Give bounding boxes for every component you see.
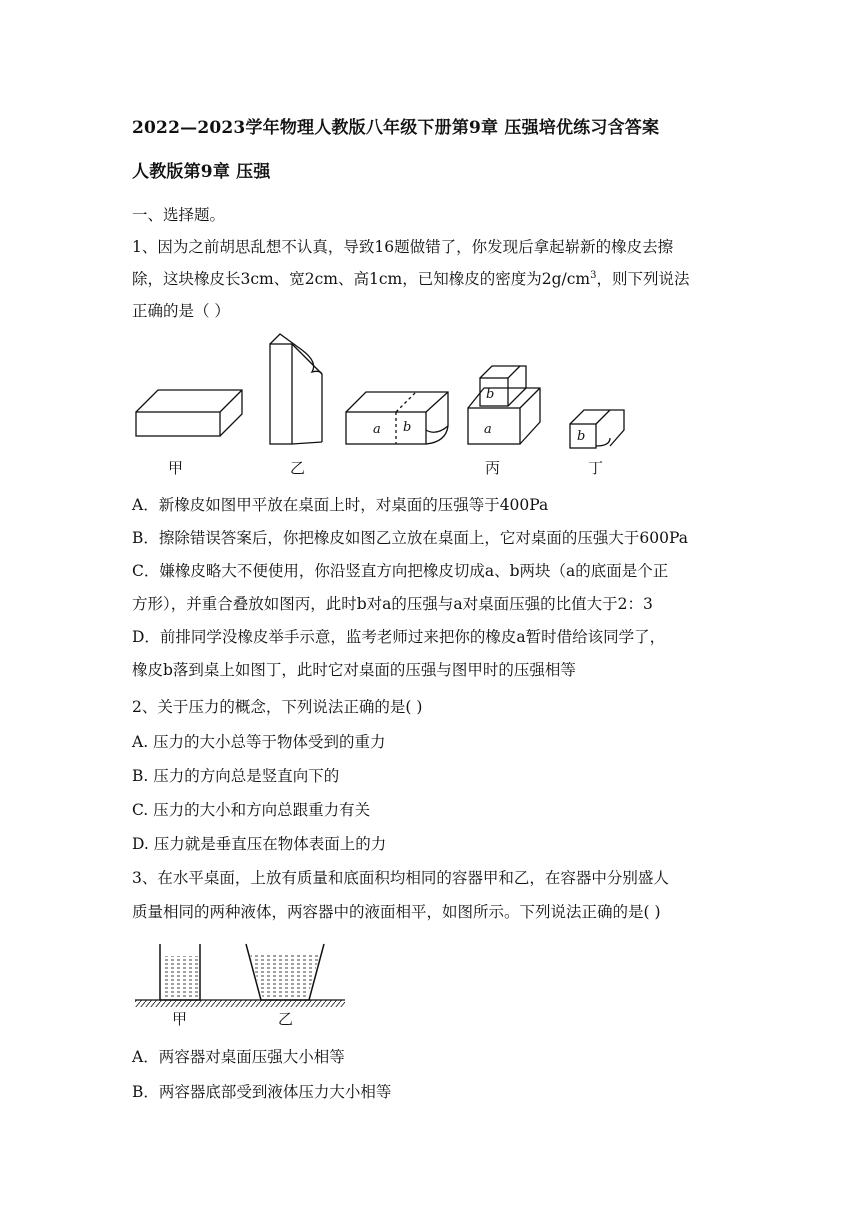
q2-option-a: A. 压力的大小总等于物体受到的重力 bbox=[132, 733, 386, 751]
q3-stem-line2: 质量相同的两种液体，两容器中的液面相平，如图所示。下列说法正确的是( ) bbox=[132, 903, 661, 921]
q1-option-c-line2: 方形），并重合叠放如图丙，此时b对a的压强与a对桌面压强的比值大于2：3 bbox=[132, 595, 653, 613]
label-b-ding: b bbox=[577, 429, 586, 444]
label-b-stack: b bbox=[486, 387, 495, 402]
q1-option-c-line1: C．嫌橡皮略大不便使用，你沿竖直方向把橡皮切成a、b两块（a的底面是个正 bbox=[132, 562, 669, 580]
q3-option-b: B．两容器底部受到液体压力大小相等 bbox=[132, 1083, 392, 1101]
container-jia bbox=[160, 944, 200, 1000]
table-surface-hatch bbox=[135, 1000, 345, 1007]
caption-bing: 丙 bbox=[485, 459, 501, 477]
q3-stem-line1: 3、在水平桌面，上放有质量和底面积均相同的容器甲和乙，在容器中分别盛人 bbox=[132, 869, 669, 887]
q1-stem-line2-tail: ，则下列说法 bbox=[596, 270, 690, 288]
q1-option-b: B．擦除错误答案后，你把橡皮如图乙立放在桌面上，它对桌面的压强大于600Pa bbox=[132, 529, 688, 547]
caption-container-jia: 甲 bbox=[172, 1010, 188, 1028]
container-yi bbox=[246, 944, 324, 1000]
q1-superscript: 3 bbox=[590, 269, 597, 281]
figure-split-box bbox=[346, 392, 448, 444]
q3-option-a: A．两容器对桌面压强大小相等 bbox=[132, 1048, 345, 1066]
caption-container-yi: 乙 bbox=[278, 1010, 294, 1028]
q3-containers-figure bbox=[135, 942, 355, 1032]
label-a-split: a bbox=[373, 422, 381, 437]
caption-ding: 丁 bbox=[588, 459, 604, 477]
label-b-split: b bbox=[403, 420, 412, 435]
q2-option-d: D. 压力就是垂直压在物体表面上的力 bbox=[132, 835, 387, 853]
figure-bing-stack bbox=[468, 366, 540, 444]
q2-option-c: C. 压力的大小和方向总跟重力有关 bbox=[132, 801, 371, 819]
figure-yi-box bbox=[270, 334, 322, 444]
document-title: 2022—2023学年物理人教版八年级下册第9章 压强培优练习含答案 bbox=[132, 118, 660, 138]
q1-option-d-line2: 橡皮b落到桌上如图丁，此时它对桌面的压强与图甲时的压强相等 bbox=[132, 661, 576, 679]
q1-option-a: A．新橡皮如图甲平放在桌面上时，对桌面的压强等于400Pa bbox=[132, 496, 549, 514]
section-heading: 一、选择题。 bbox=[132, 206, 226, 224]
q1-stem-line3: 正确的是（ ） bbox=[132, 302, 230, 320]
q1-stem-line1: 1、因为之前胡思乱想不认真，导致16题做错了，你发现后拿起崭新的橡皮去擦 bbox=[132, 238, 674, 256]
q1-eraser-figure bbox=[130, 330, 650, 480]
q1-stem-line2-text: 除，这块橡皮长3cm、宽2cm、高1cm，已知橡皮的密度为2g/cm bbox=[132, 270, 591, 288]
caption-yi: 乙 bbox=[290, 459, 306, 477]
chapter-subtitle: 人教版第9章 压强 bbox=[132, 162, 271, 182]
q1-option-d-line1: D．前排同学没橡皮举手示意，监考老师过来把你的橡皮a暂时借给该同学了， bbox=[132, 628, 666, 646]
q2-option-b: B. 压力的方向总是竖直向下的 bbox=[132, 767, 340, 785]
figure-jia-box bbox=[136, 390, 242, 436]
q1-stem-line2 bbox=[132, 269, 690, 289]
caption-jia: 甲 bbox=[168, 459, 184, 477]
label-a-stack: a bbox=[484, 422, 492, 437]
q2-stem: 2、关于压力的概念，下列说法正确的是( ) bbox=[132, 698, 423, 716]
